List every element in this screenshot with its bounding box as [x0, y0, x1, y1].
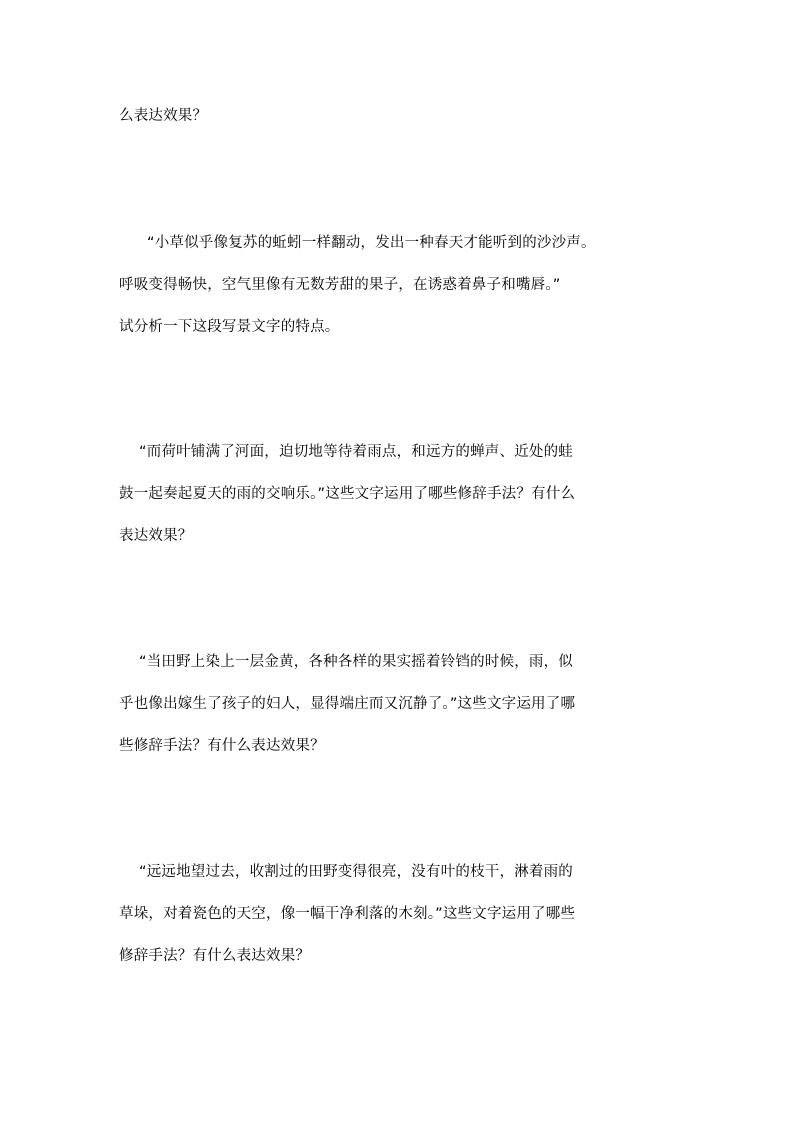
question-grass-line-3: 试分析一下这段写景文字的特点。 — [119, 319, 340, 335]
question-field-line-2: 乎也像出嫁生了孩子的妇人，显得端庄而又沉静了。”这些文字运用了哪 — [119, 696, 576, 712]
question-lotus-line-2: 鼓一起奏起夏天的雨的交响乐。”这些文字运用了哪些修辞手法？有什么 — [119, 486, 576, 502]
question-field-line-1: “当田野上染上一层金黄，各种各样的果实摇着铃铛的时候，雨，似 — [139, 654, 574, 670]
question-field-line-3: 些修辞手法？有什么表达效果？ — [119, 738, 325, 754]
question-lotus-line-3: 表达效果？ — [119, 528, 193, 544]
question-prev-line-1: 么表达效果？ — [119, 108, 208, 124]
question-grass-line-2: 呼吸变得畅快，空气里像有无数芳甜的果子，在诱惑着鼻子和嘴唇。” — [119, 277, 561, 293]
question-distance-line-1: “远远地望过去，收割过的田野变得很亮，没有叶的枝干，淋着雨的 — [139, 864, 574, 880]
question-distance-line-2: 草垛，对着瓷色的天空，像一幅干净利落的木刻。”这些文字运用了哪些 — [119, 906, 576, 922]
question-grass-line-1: “小草似乎像复苏的蚯蚓一样翻动，发出一种春天才能听到的沙沙声。 — [147, 235, 596, 251]
question-distance-line-3: 修辞手法？有什么表达效果？ — [119, 948, 311, 964]
question-lotus-line-1: “而荷叶铺满了河面，迫切地等待着雨点，和远方的蝉声、近处的蛙 — [139, 444, 574, 460]
